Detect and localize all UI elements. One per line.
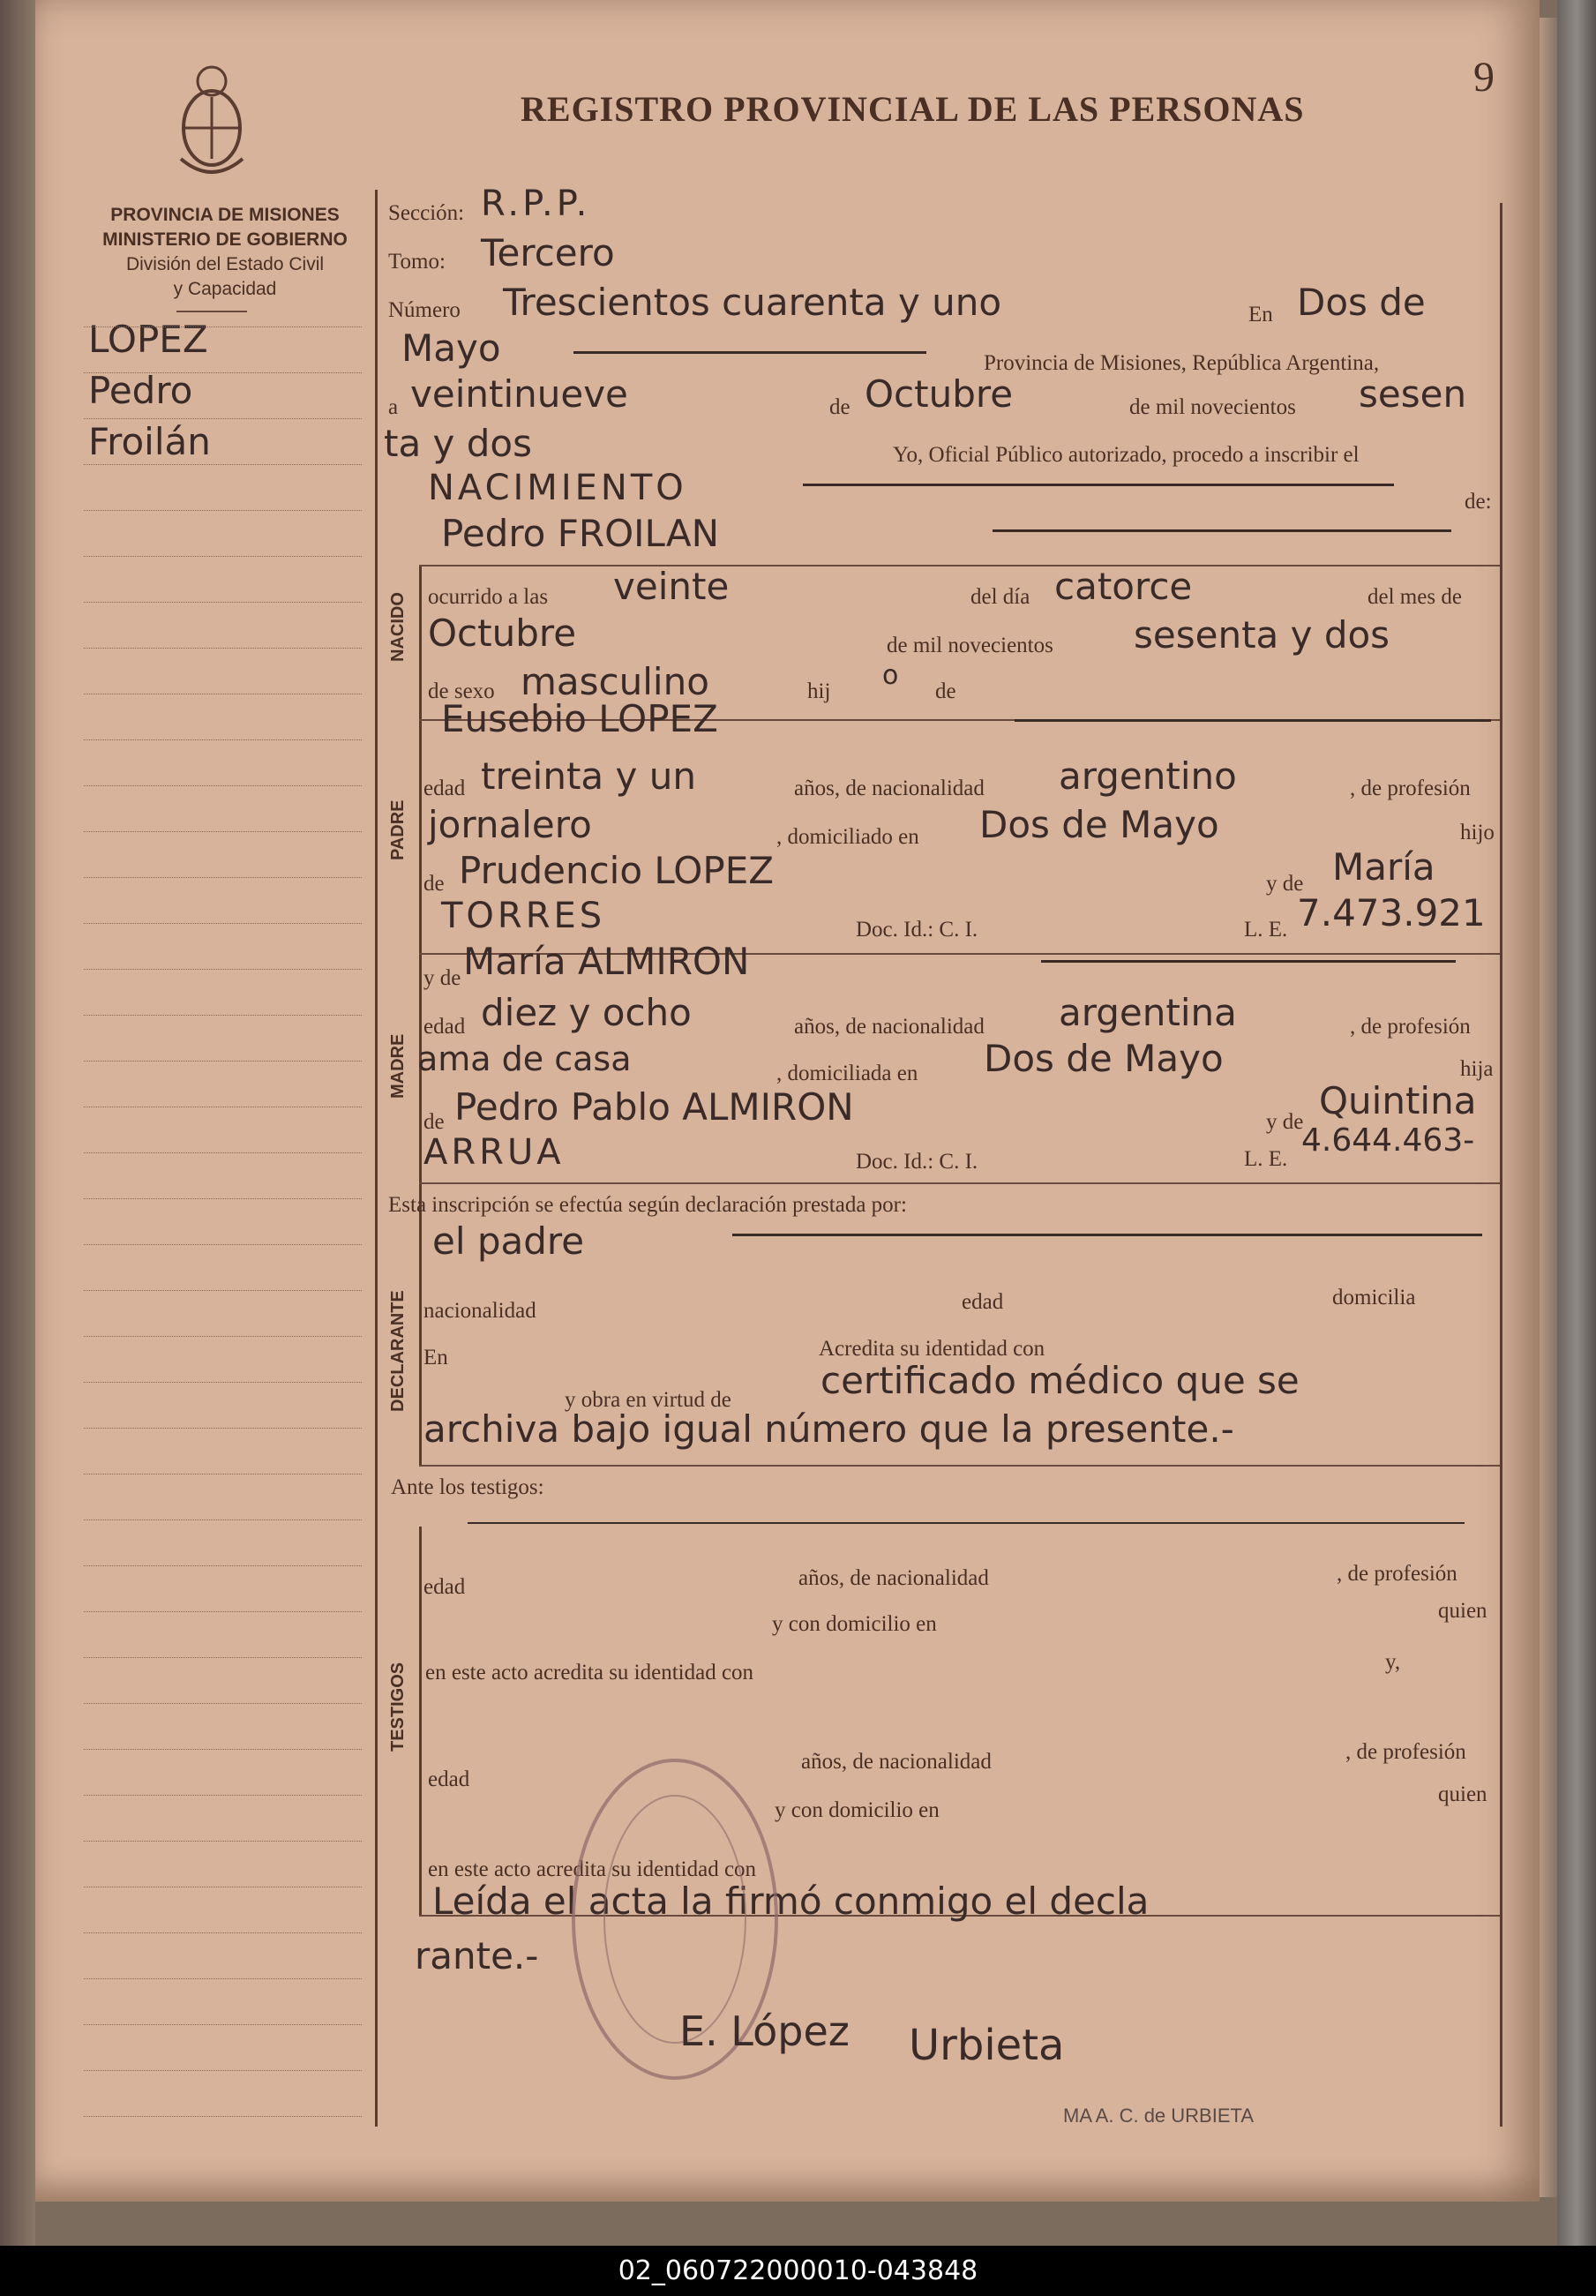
value-anio-2: ta y dos: [384, 422, 532, 465]
label-edad-madre: edad: [423, 1015, 466, 1039]
label-de-mil-novecientos: de mil novecientos: [887, 634, 1053, 657]
value-madre-prof: ama de casa: [417, 1039, 632, 1078]
label-en: En: [1248, 303, 1273, 326]
value-madre-nac: argentina: [1059, 991, 1237, 1034]
label-y-de-madre2: y de: [1266, 1110, 1304, 1134]
fill-dash: [993, 529, 1451, 532]
value-virtud-1: certificado médico que se: [820, 1359, 1300, 1402]
value-abuela-mat-1: Quintina: [1319, 1079, 1477, 1122]
margin-rule-line: [84, 1107, 362, 1108]
inner-rule-testigos: [419, 1527, 422, 1915]
label-edad-declarante: edad: [962, 1290, 1004, 1314]
label-a: a: [388, 395, 399, 419]
coat-of-arms-seal: [172, 53, 251, 185]
margin-rule-line: [84, 694, 362, 695]
margin-rule-line: [84, 785, 362, 787]
label-acredita: Acredita su identidad con: [819, 1337, 1045, 1361]
margin-rule-line: [84, 1198, 362, 1200]
label-numero: Número: [388, 298, 461, 322]
value-anio-1: sesen: [1359, 372, 1467, 416]
value-padre: Eusebio LOPEZ: [441, 697, 718, 740]
book-binding-left: [0, 0, 35, 2246]
label-y-obra: y obra en virtud de: [565, 1388, 731, 1412]
frame-left-rule: [375, 190, 378, 2127]
label-profesion-testigo-2: , de profesión: [1345, 1740, 1466, 1764]
label-ante-testigos: Ante los testigos:: [391, 1475, 544, 1499]
value-numero: Trescientos cuarenta y uno: [503, 281, 1002, 324]
label-nacionalidad: nacionalidad: [423, 1299, 536, 1323]
margin-rule-line: [84, 648, 362, 649]
margin-rule-line: [84, 1061, 362, 1062]
label-de-sexo: de sexo: [428, 679, 495, 703]
value-cierre-2: rante.-: [415, 1934, 539, 1977]
label-acredita-testigo-1: en este acto acredita su identidad con: [425, 1661, 754, 1684]
label-domiciliada: , domiciliada en: [776, 1062, 918, 1085]
margin-rule-line: [84, 923, 362, 925]
value-madre-edad: diez y ocho: [481, 991, 692, 1034]
margin-second-name: Froilán: [88, 420, 211, 463]
dept-ministry: MINISTERIO DE GOBIERNO: [102, 229, 348, 250]
department-block: [79, 203, 371, 302]
label-domiciliado: , domiciliado en: [776, 825, 919, 849]
label-de-padre: de: [423, 872, 445, 896]
dept-underline: [176, 311, 247, 312]
value-declarante: el padre: [432, 1219, 585, 1263]
value-seccion: R.P.P.: [481, 184, 591, 224]
label-hijo: hijo: [1460, 821, 1495, 844]
label-de-madre: de: [423, 1110, 445, 1134]
rule-madre-bottom: [419, 1182, 1500, 1184]
margin-rule-line: [84, 1841, 362, 1842]
tag-nacido: NACIDO: [388, 592, 408, 662]
margin-rule-line: [84, 1657, 362, 1659]
label-seccion: Sección:: [388, 201, 465, 225]
value-abuelo-pat: Prudencio LOPEZ: [459, 849, 774, 892]
margin-rule-line: [84, 1749, 362, 1751]
value-madre-dom: Dos de Mayo: [984, 1037, 1224, 1080]
margin-rule-line: [84, 602, 362, 604]
value-padre-dom: Dos de Mayo: [979, 803, 1219, 846]
margin-rule-line: [84, 464, 362, 466]
margin-rule-line: [84, 1795, 362, 1797]
dept-capacity: y Capacidad: [173, 279, 277, 299]
label-en-declarante: En: [423, 1346, 448, 1369]
tag-madre: MADRE: [388, 1033, 408, 1099]
label-edad-testigo-2: edad: [428, 1767, 470, 1791]
margin-rule-line: [84, 2116, 362, 2118]
inner-rule-declarante: [419, 1227, 422, 1438]
label-y-de-madre: y de: [423, 966, 461, 990]
margin-rule-line: [84, 739, 362, 741]
label-ocurrido: ocurrido a las: [428, 585, 549, 609]
label-del-mes: del mes de: [1367, 585, 1462, 609]
margin-rule-line: [84, 1336, 362, 1338]
value-acta: NACIMIENTO: [428, 468, 687, 508]
margin-rule-line: [84, 2070, 362, 2072]
label-de-colon: de:: [1465, 490, 1492, 514]
value-hora: veinte: [613, 565, 730, 608]
stamp-name-oficial: MA A. C. de URBIETA: [1063, 2105, 1254, 2127]
value-dia-nac: catorce: [1054, 565, 1193, 608]
label-hij: hij: [807, 679, 831, 703]
margin-rule-line: [84, 326, 362, 328]
fill-dash: [573, 351, 926, 354]
margin-rule-line: [84, 1611, 362, 1613]
label-quien-1: quien: [1438, 1599, 1487, 1623]
margin-rule-line: [84, 1474, 362, 1475]
value-abuela-pat-1: María: [1332, 845, 1435, 889]
margin-rule-line: [84, 1703, 362, 1705]
label-le-madre: L. E.: [1244, 1147, 1288, 1171]
margin-first-name: Pedro: [88, 369, 193, 412]
signature-declarante: E. López: [679, 2007, 850, 2055]
label-esta-inscripcion: Esta inscripción se efectúa según declaración prestada por:: [388, 1193, 907, 1217]
label-domicilio-testigo-2: y con domicilio en: [775, 1798, 940, 1822]
label-edad-testigo-1: edad: [423, 1575, 466, 1599]
value-dia: veintinueve: [410, 372, 628, 416]
label-quien-2: quien: [1438, 1782, 1487, 1806]
label-domicilio-testigo-1: y con domicilio en: [772, 1612, 937, 1636]
margin-rule-line: [84, 1152, 362, 1154]
value-anio-nac: sesenta y dos: [1134, 613, 1390, 657]
page-title: REGISTRO PROVINCIAL DE LAS PERSONAS: [521, 89, 1305, 129]
fill-dash: [1015, 719, 1491, 722]
label-anos-testigo-2: años, de nacionalidad: [801, 1750, 992, 1774]
margin-rule-line: [84, 1932, 362, 1934]
page-number: 9: [1473, 54, 1495, 101]
rule-declarante-bottom: [419, 1465, 1500, 1467]
fill-dash: [1041, 960, 1456, 963]
tag-testigos: TESTIGOS: [388, 1662, 408, 1752]
margin-rule-line: [84, 1382, 362, 1384]
margin-rule-line: [84, 510, 362, 512]
label-de: de: [829, 395, 850, 419]
value-tomo: Tercero: [481, 231, 615, 274]
value-madre-le: 4.644.463-: [1301, 1122, 1475, 1159]
dept-division: División del Estado Civil: [125, 254, 325, 274]
rule-nacido-top: [419, 565, 1500, 566]
tag-declarante: DECLARANTE: [388, 1290, 408, 1412]
label-y-de-padre: y de: [1266, 872, 1304, 896]
label-anos-testigo-1: años, de nacionalidad: [798, 1566, 989, 1590]
value-hij-suffix: o: [882, 660, 899, 691]
label-yo-oficial: Yo, Oficial Público autorizado, procedo a inscribir el: [893, 443, 1360, 467]
fill-dash: [803, 484, 1394, 486]
margin-rule-line: [84, 1565, 362, 1567]
value-padre-le: 7.473.921: [1297, 891, 1486, 934]
margin-rule-line: [84, 1244, 362, 1246]
value-cierre-1: Leída el acta la firmó conmigo el decla: [432, 1880, 1150, 1923]
margin-rule-line: [84, 1015, 362, 1017]
margin-rule-line: [84, 969, 362, 971]
margin-rule-line: [84, 1887, 362, 1888]
margin-rule-line: [84, 2024, 362, 2026]
dept-province: PROVINCIA DE MISIONES: [110, 205, 340, 225]
value-padre-nac: argentino: [1059, 754, 1237, 798]
value-lugar-2: Mayo: [401, 326, 501, 370]
label-profesion-testigo-1: , de profesión: [1337, 1562, 1457, 1586]
value-virtud-2: archiva bajo igual número que la presente.-: [423, 1407, 1234, 1451]
value-madre: María ALMIRON: [463, 940, 750, 983]
label-doc-id-padre: Doc. Id.: C. I.: [856, 918, 978, 942]
scan-identifier: 02_060722000010-043848: [0, 2246, 1596, 2296]
label-provincia: Provincia de Misiones, República Argentina,: [984, 351, 1380, 375]
label-de-mil: de mil novecientos: [1129, 395, 1296, 419]
label-anos-nac-madre: años, de nacionalidad: [794, 1015, 985, 1039]
margin-rule-line: [84, 418, 362, 420]
label-domicilia: domicilia: [1332, 1286, 1416, 1309]
value-mes-nac: Octubre: [428, 612, 577, 655]
label-de-nac: de: [935, 679, 956, 703]
label-profesion-madre: , de profesión: [1350, 1015, 1471, 1039]
signature-oficial: Urbieta: [909, 2021, 1065, 2070]
label-le-padre: L. E.: [1244, 918, 1288, 942]
margin-rule-line: [84, 1290, 362, 1292]
value-padre-edad: treinta y un: [481, 754, 696, 798]
fill-dash: [732, 1234, 1482, 1236]
label-acredita-testigo-2: en este acto acredita su identidad con: [428, 1857, 757, 1881]
label-doc-id-madre: Doc. Id.: C. I.: [856, 1150, 978, 1174]
label-tomo: Tomo:: [388, 250, 446, 274]
margin-rule-line: [84, 877, 362, 879]
book-cover-cloth: [1557, 0, 1596, 2246]
label-hija: hija: [1460, 1057, 1494, 1081]
margin-rule-line: [84, 1428, 362, 1429]
margin-rule-line: [84, 372, 362, 374]
value-abuela-mat-2: ARRUA: [423, 1132, 565, 1173]
fill-dash: [468, 1522, 1465, 1524]
value-abuela-pat-2: TORRES: [441, 896, 606, 936]
label-anos-nac-padre: años, de nacionalidad: [794, 777, 985, 800]
margin-rule-line: [84, 1519, 362, 1521]
label-del-dia: del día: [970, 585, 1030, 609]
value-lugar-1: Dos de: [1297, 281, 1426, 324]
margin-rule-line: [84, 831, 362, 833]
margin-surname: LOPEZ: [88, 318, 208, 361]
page-edges: [1540, 18, 1557, 2197]
label-profesion-padre: , de profesión: [1350, 777, 1471, 800]
label-y-comma: y,: [1385, 1650, 1401, 1674]
value-mes: Octubre: [865, 372, 1014, 416]
value-nombre: Pedro FROILAN: [441, 512, 720, 555]
value-abuelo-mat: Pedro Pablo ALMIRON: [454, 1085, 854, 1129]
value-sexo: masculino: [521, 660, 709, 703]
value-padre-prof: jornalero: [428, 803, 592, 846]
label-edad-padre: edad: [423, 777, 466, 800]
margin-rule-line: [84, 556, 362, 558]
tag-padre: PADRE: [388, 799, 408, 860]
margin-rule-line: [84, 1978, 362, 1980]
frame-right-rule: [1500, 203, 1502, 2127]
